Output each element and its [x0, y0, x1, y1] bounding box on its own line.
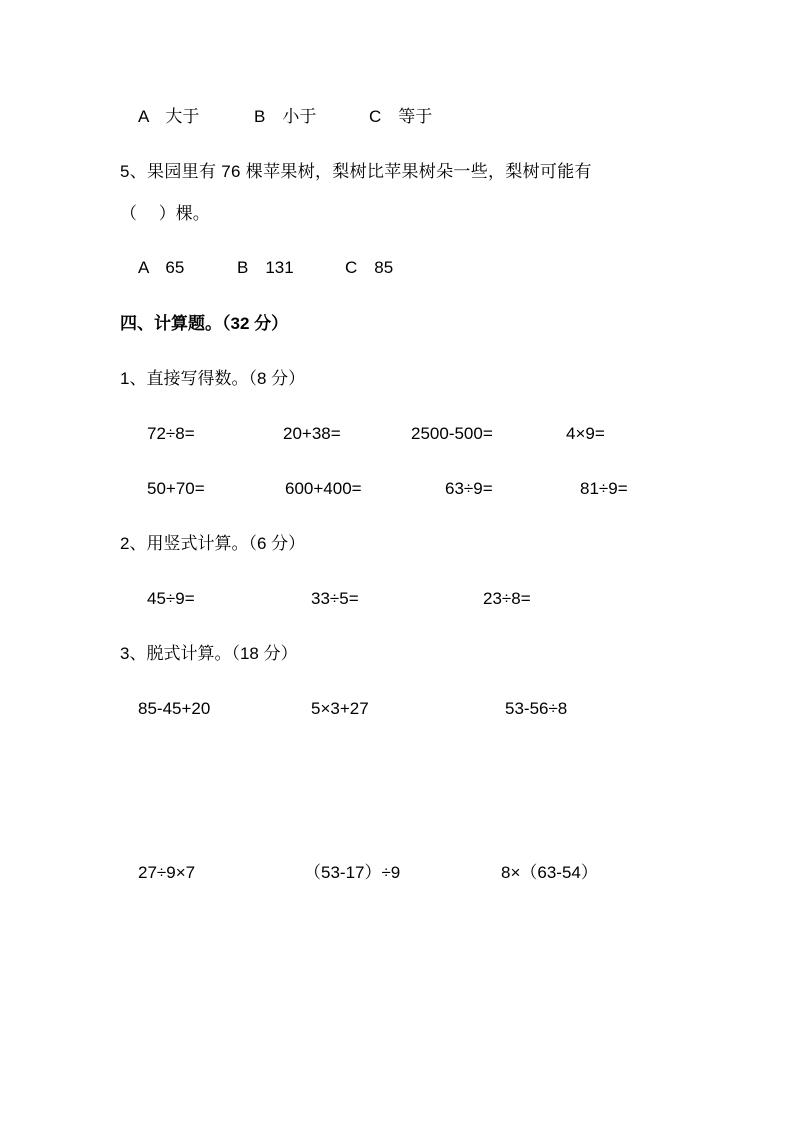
part1-title: 1、直接写得数。（8 分） [120, 369, 306, 388]
part3-problem: 27÷9×7 [138, 863, 196, 882]
part1-problem: 4×9= [566, 424, 605, 443]
part3-problem: 5×3+27 [311, 699, 369, 718]
part1-problem: 63÷9= [445, 479, 493, 498]
part2-title: 2、用竖式计算。（6 分） [120, 534, 306, 553]
part1-problem: 72÷8= [147, 424, 195, 443]
q5-question-line2: （ ）棵。 [120, 204, 210, 223]
part3-problem: （53-17）÷9 [304, 863, 401, 882]
part2-problem: 33÷5= [311, 589, 359, 608]
part1-problem: 2500-500= [411, 424, 493, 443]
q5-option-b: B 131 [237, 258, 294, 277]
part3-problem: 85-45+20 [138, 699, 211, 718]
q4-option-c: C 等于 [369, 107, 433, 126]
q4-option-a: A 大于 [138, 107, 200, 126]
part3-problem: 53-56÷8 [505, 699, 568, 718]
q5-option-a: A 65 [138, 258, 185, 277]
part2-problem: 23÷8= [483, 589, 531, 608]
part1-problem: 600+400= [285, 479, 362, 498]
part3-title: 3、脱式计算。（18 分） [120, 644, 298, 663]
q4-option-b: B 小于 [254, 107, 317, 126]
q5-question-line1: 5、果园里有 76 棵苹果树，梨树比苹果树朵一些，梨树可能有 [120, 162, 592, 181]
q5-option-c: C 85 [345, 258, 394, 277]
part3-problem: 8×（63-54） [501, 863, 598, 882]
part1-problem: 81÷9= [580, 479, 628, 498]
section-heading: 四、计算题。（32 分） [120, 314, 289, 333]
part2-problem: 45÷9= [147, 589, 195, 608]
part1-problem: 20+38= [283, 424, 341, 443]
part1-problem: 50+70= [147, 479, 205, 498]
